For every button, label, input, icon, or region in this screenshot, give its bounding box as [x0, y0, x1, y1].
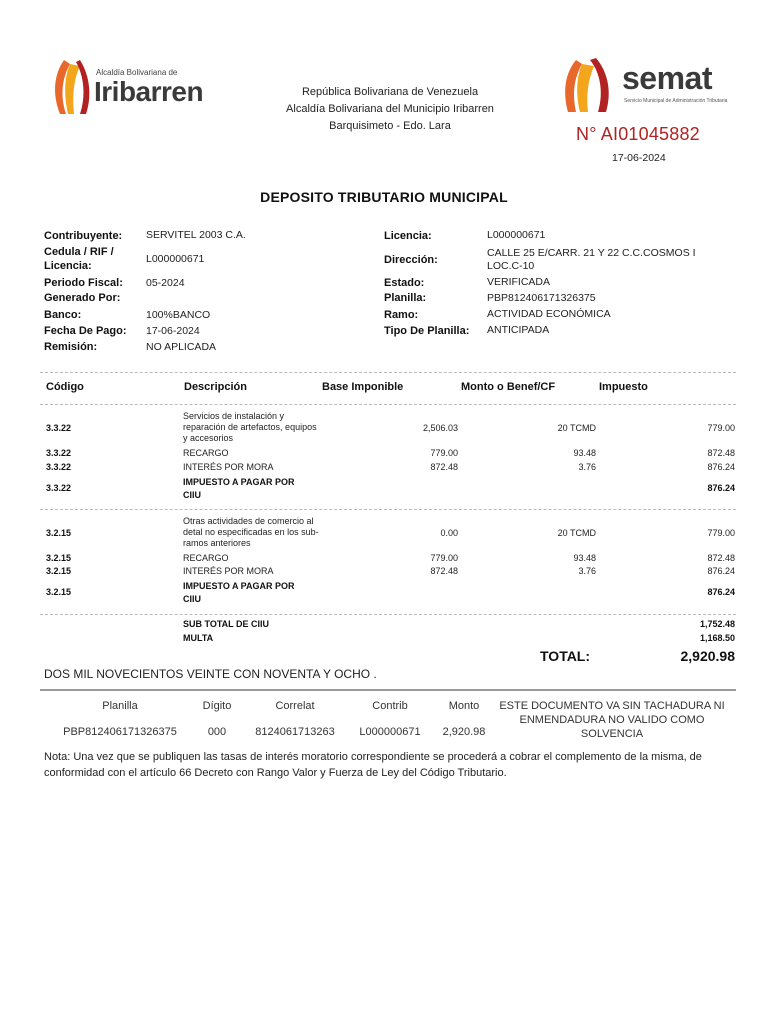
g2-r3-base: 872.48	[430, 566, 458, 576]
subtotal-label: SUB TOTAL DE CIIU	[183, 619, 270, 629]
label-contribuyente: Contribuyente:	[44, 230, 123, 242]
header-center	[230, 84, 550, 135]
g1-r1-monto: 20 TCMD	[557, 423, 596, 433]
g2-r2-impuesto: 872.48	[707, 553, 735, 563]
total-value: 2,920.98	[680, 648, 735, 664]
col-descripcion: Descripción	[184, 381, 247, 393]
value-tipo-planilla: ANTICIPADA	[487, 324, 550, 336]
value-contribuyente: SERVITEL 2003 C.A.	[146, 229, 246, 241]
iribarren-small-text: Alcaldía Bolivariana de	[96, 68, 178, 77]
col-monto: Monto o Benef/CF	[461, 381, 556, 393]
g2-r1-desc: Otras actividades de comercio al detal no especificadas en los sub-ramos anteriores	[183, 516, 319, 548]
g2-r1-code: 3.2.15	[46, 528, 72, 538]
table-header-divider	[40, 404, 736, 405]
pt-header-monto: Monto	[448, 700, 480, 712]
g1-r1-impuesto: 779.00	[707, 423, 735, 433]
subtotal-divider	[40, 614, 736, 615]
pt-value-correlat: 8124061713263	[255, 726, 335, 738]
label-periodo: Periodo Fiscal:	[44, 277, 123, 289]
g1-r3-monto: 3.76	[578, 462, 596, 472]
col-base: Base Imponible	[322, 381, 404, 393]
value-cedula: L000000671	[146, 253, 205, 265]
iribarren-logo	[50, 56, 220, 120]
header-line-3: Barquisimeto - Edo. Lara	[329, 120, 451, 132]
g1-r2-monto: 93.48	[573, 448, 596, 458]
g1-total-impuesto: 876.24	[707, 483, 735, 493]
g1-r2-code: 3.3.22	[46, 448, 72, 458]
g1-r3-code: 3.3.22	[46, 462, 72, 472]
value-banco: 100%BANCO	[146, 309, 211, 321]
col-impuesto: Impuesto	[599, 381, 648, 393]
page-title: DEPOSITO TRIBUTARIO MUNICIPAL	[260, 189, 508, 205]
g2-r2-base: 779.00	[430, 553, 458, 563]
value-remision: NO APLICADA	[146, 341, 217, 353]
g1-r2-base: 779.00	[430, 448, 458, 458]
label-estado: Estado:	[384, 277, 425, 289]
footer-note: Nota: Una vez que se publiquen las tasas de interés moratorio correspondiente se procederá a cobrar el complemento de la misma, de conformidad con el artículo 66 Decreto con Rango Valor y Fuerza de Ley del Código Tributario.	[44, 751, 702, 779]
payment-divider	[40, 689, 736, 691]
label-generado: Generado Por:	[44, 292, 121, 304]
g1-r1-base: 2,506.03	[422, 423, 458, 433]
table-top-divider	[40, 372, 736, 373]
value-licencia: L000000671	[487, 229, 546, 241]
value-estado: VERIFICADA	[487, 276, 551, 288]
g1-r3-impuesto: 876.24	[707, 462, 735, 472]
semat-big-text: semat	[622, 60, 712, 96]
label-licencia: Licencia:	[384, 230, 432, 242]
g2-r2-desc: RECARGO	[183, 553, 229, 563]
g2-total-code: 3.2.15	[46, 587, 72, 597]
pt-header-correlat: Correlat	[275, 700, 315, 712]
label-cedula: Cedula / RIF / Licencia:	[44, 246, 114, 272]
pt-header-planilla: Planilla	[102, 700, 138, 712]
header-line-2: Alcaldía Bolivariana del Municipio Iribarren	[286, 103, 494, 115]
g2-r1-base: 0.00	[440, 528, 458, 538]
g1-r3-base: 872.48	[430, 462, 458, 472]
g2-r1-impuesto: 779.00	[707, 528, 735, 538]
pt-notice: ESTE DOCUMENTO VA SIN TACHADURA NI ENMENDADURA NO VALIDO COMO SOLVENCIA	[499, 700, 725, 740]
multa-label: MULTA	[183, 633, 214, 643]
g2-r3-impuesto: 876.24	[707, 566, 735, 576]
pt-header-digito: Dígito	[202, 700, 232, 712]
g2-total-desc: IMPUESTO A PAGAR POR CIIU	[183, 581, 295, 604]
g1-r2-desc: RECARGO	[183, 448, 229, 458]
document-number: N° AI01045882	[576, 124, 700, 144]
pt-value-planilla: PBP812406171326375	[63, 726, 177, 738]
g1-r3-desc: INTERÉS POR MORA	[183, 462, 274, 472]
g2-r3-monto: 3.76	[578, 566, 596, 576]
label-ramo: Ramo:	[384, 309, 419, 321]
g2-r1-monto: 20 TCMD	[557, 528, 596, 538]
g2-total-impuesto: 876.24	[707, 587, 735, 597]
col-codigo: Código	[46, 381, 84, 393]
label-fecha-pago: Fecha De Pago:	[44, 325, 127, 337]
g2-r2-code: 3.2.15	[46, 553, 72, 563]
pt-value-digito: 000	[207, 726, 227, 738]
value-direccion: CALLE 25 E/CARR. 21 Y 22 C.C.COSMOS I LOC.C-10	[487, 247, 696, 272]
value-periodo: 05-2024	[146, 277, 185, 289]
pt-value-monto: 2,920.98	[442, 726, 486, 738]
label-banco: Banco:	[44, 309, 82, 321]
pt-value-contrib: L000000671	[359, 726, 421, 738]
iribarren-big-text: Iribarren	[94, 76, 204, 107]
label-direccion: Dirección:	[384, 254, 438, 266]
label-remision: Remisión:	[44, 341, 98, 353]
label-planilla: Planilla:	[384, 292, 427, 304]
multa-value: 1,168.50	[699, 633, 735, 643]
g1-r2-impuesto: 872.48	[707, 448, 735, 458]
semat-logo-icon	[558, 56, 614, 116]
g1-total-desc: IMPUESTO A PAGAR POR CIIU	[183, 477, 295, 500]
g1-r1-code: 3.3.22	[46, 423, 72, 433]
iribarren-logo-icon	[50, 56, 90, 118]
total-label: TOTAL:	[540, 648, 591, 664]
pt-header-contrib: Contrib	[372, 700, 408, 712]
value-ramo: ACTIVIDAD ECONÓMICA	[487, 308, 611, 320]
semat-logo	[558, 56, 728, 116]
g2-r3-code: 3.2.15	[46, 566, 72, 576]
header-line-1: República Bolivariana de Venezuela	[301, 86, 479, 98]
g2-r3-desc: INTERÉS POR MORA	[183, 566, 274, 576]
g1-total-code: 3.3.22	[46, 483, 72, 493]
g2-r2-monto: 93.48	[573, 553, 596, 563]
label-tipo-planilla: Tipo De Planilla:	[384, 325, 470, 337]
group-divider	[40, 509, 736, 510]
value-planilla: PBP812406171326375	[487, 292, 596, 304]
semat-small-text: Servicio Municipal de Administración Tributaria	[624, 98, 728, 104]
amount-in-words: DOS MIL NOVECIENTOS VEINTE CON NOVENTA Y OCHO .	[44, 667, 377, 681]
subtotal-value: 1,752.48	[699, 619, 735, 629]
document-date: 17-06-2024	[612, 152, 666, 164]
value-fecha-pago: 17-06-2024	[146, 325, 200, 337]
g1-r1-desc: Servicios de instalación y reparación de artefactos, equipos y accesorios	[183, 411, 317, 443]
